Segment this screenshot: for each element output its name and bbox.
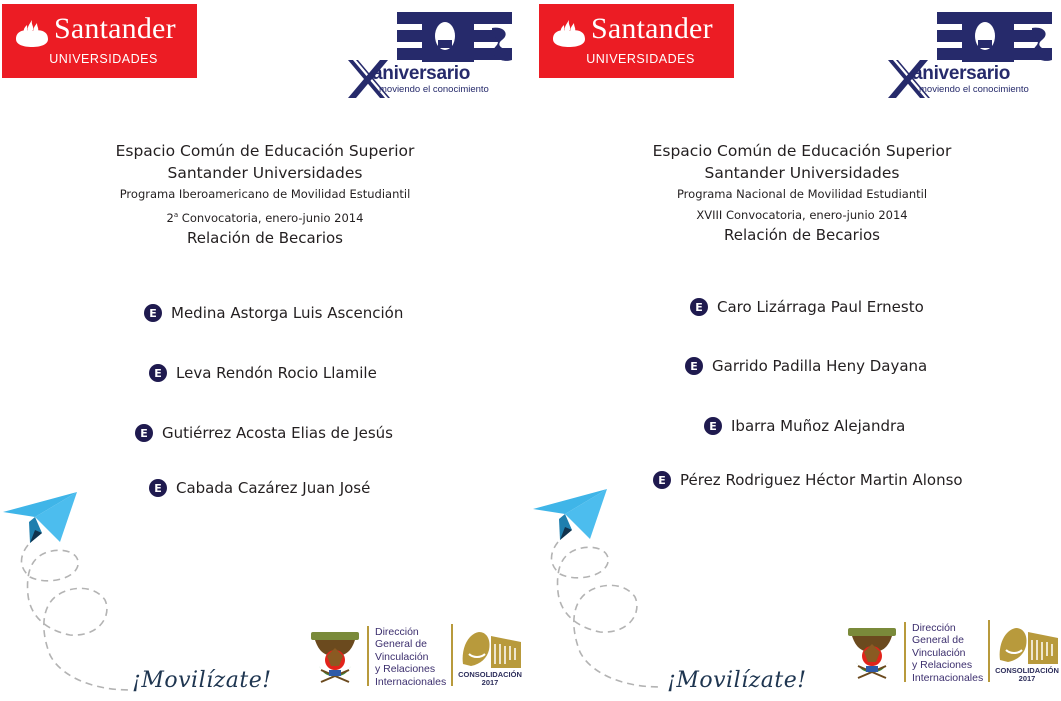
year-label: 2017 bbox=[1018, 674, 1036, 683]
aniversario-label: aniversario bbox=[372, 63, 471, 84]
santander-universidades-logo bbox=[2, 4, 197, 78]
e-badge-icon: E bbox=[149, 479, 167, 497]
poster-heading bbox=[0, 140, 530, 248]
dgvri-text: Dirección General de Vinculación y Relaciones Internacionales bbox=[375, 626, 447, 688]
divider bbox=[988, 620, 990, 682]
becario-item bbox=[704, 417, 905, 435]
poster-nacional bbox=[537, 0, 1061, 701]
dgvri-uas-logos bbox=[303, 620, 533, 692]
divider bbox=[904, 622, 906, 682]
santander-brand: Santander bbox=[591, 12, 713, 45]
becario-item bbox=[685, 357, 927, 375]
uas-crest-icon bbox=[846, 622, 898, 680]
becario-name: Pérez Rodriguez Héctor Martin Alonso bbox=[680, 471, 963, 489]
consolidacion-label: CONSOLIDACIÓN bbox=[995, 666, 1059, 675]
moviendo-conocimiento-label: moviendo el conocimiento bbox=[379, 84, 489, 95]
convocatoria-label: 2$^a$ Convocatoria, enero-junio 2014 bbox=[166, 210, 364, 225]
becario-name: Gutiérrez Acosta Elias de Jesús bbox=[162, 424, 393, 442]
program-name: Programa Nacional de Movilidad Estudiantil bbox=[676, 187, 928, 201]
consolidacion-emblem-icon bbox=[994, 620, 1060, 666]
poster-heading bbox=[537, 140, 1061, 245]
aniversario-label: aniversario bbox=[912, 63, 1011, 84]
heading-title: Espacio Común de Educación Superior bbox=[115, 142, 415, 160]
paper-airplane-icon bbox=[530, 482, 790, 698]
becario-item bbox=[690, 298, 924, 316]
santander-brand: Santander bbox=[54, 12, 176, 45]
program-name: Programa Iberoamericano de Movilidad Estudiantil bbox=[119, 187, 411, 201]
e-badge-icon: E bbox=[149, 364, 167, 382]
e-badge-icon: E bbox=[690, 298, 708, 316]
ecoes-x-aniversario-logo bbox=[342, 8, 512, 98]
consolidacion-label: CONSOLIDACIÓN bbox=[458, 670, 522, 679]
movilizate-slogan: ¡Movilízate! bbox=[132, 668, 272, 693]
consolidacion-2017-logo bbox=[457, 624, 523, 690]
universidades-label: UNIVERSIDADES bbox=[586, 52, 695, 66]
e-badge-icon: E bbox=[704, 417, 722, 435]
e-badge-icon: E bbox=[653, 471, 671, 489]
heading-title: Espacio Común de Educación Superior bbox=[652, 142, 952, 160]
convocatoria-label: XVIII Convocatoria, enero-junio 2014 bbox=[696, 208, 908, 222]
section-title: Relación de Becarios bbox=[723, 226, 880, 244]
consolidacion-emblem-icon bbox=[457, 624, 523, 670]
consolidacion-2017-logo bbox=[994, 620, 1060, 686]
divider bbox=[451, 624, 453, 686]
ecoes-x-aniversario-logo bbox=[882, 8, 1052, 98]
flame-icon bbox=[14, 17, 50, 49]
santander-universidades-logo bbox=[539, 4, 734, 78]
heading-subtitle: Santander Universidades bbox=[704, 164, 900, 182]
year-label: 2017 bbox=[481, 678, 499, 687]
section-title: Relación de Becarios bbox=[186, 228, 343, 247]
becario-item bbox=[149, 364, 377, 382]
e-badge-icon: E bbox=[135, 424, 153, 442]
dgvri-uas-logos bbox=[840, 616, 1061, 688]
divider bbox=[367, 626, 369, 686]
flame-icon bbox=[551, 17, 587, 49]
e-badge-icon: E bbox=[685, 357, 703, 375]
movilizate-slogan: ¡Movilízate! bbox=[667, 668, 807, 693]
e-badge-icon: E bbox=[144, 304, 162, 322]
becario-item bbox=[144, 304, 403, 322]
heading-subtitle: Santander Universidades bbox=[167, 164, 363, 182]
becario-name: Medina Astorga Luis Ascención bbox=[171, 304, 404, 322]
becario-name: Garrido Padilla Heny Dayana bbox=[712, 357, 928, 375]
dgvri-text: Dirección General de Vinculación y Relaciones Internacionales bbox=[912, 622, 984, 684]
uas-crest-icon bbox=[309, 626, 361, 684]
poster-iberoamericano bbox=[0, 0, 530, 701]
becario-item bbox=[135, 424, 393, 442]
universidades-label: UNIVERSIDADES bbox=[49, 52, 158, 66]
becario-name: Cabada Cazárez Juan José bbox=[176, 479, 371, 497]
becario-name: Leva Rendón Rocio Llamile bbox=[176, 364, 377, 382]
becario-name: Ibarra Muñoz Alejandra bbox=[731, 417, 906, 435]
becario-name: Caro Lizárraga Paul Ernesto bbox=[717, 298, 924, 316]
moviendo-conocimiento-label: moviendo el conocimiento bbox=[919, 84, 1029, 95]
